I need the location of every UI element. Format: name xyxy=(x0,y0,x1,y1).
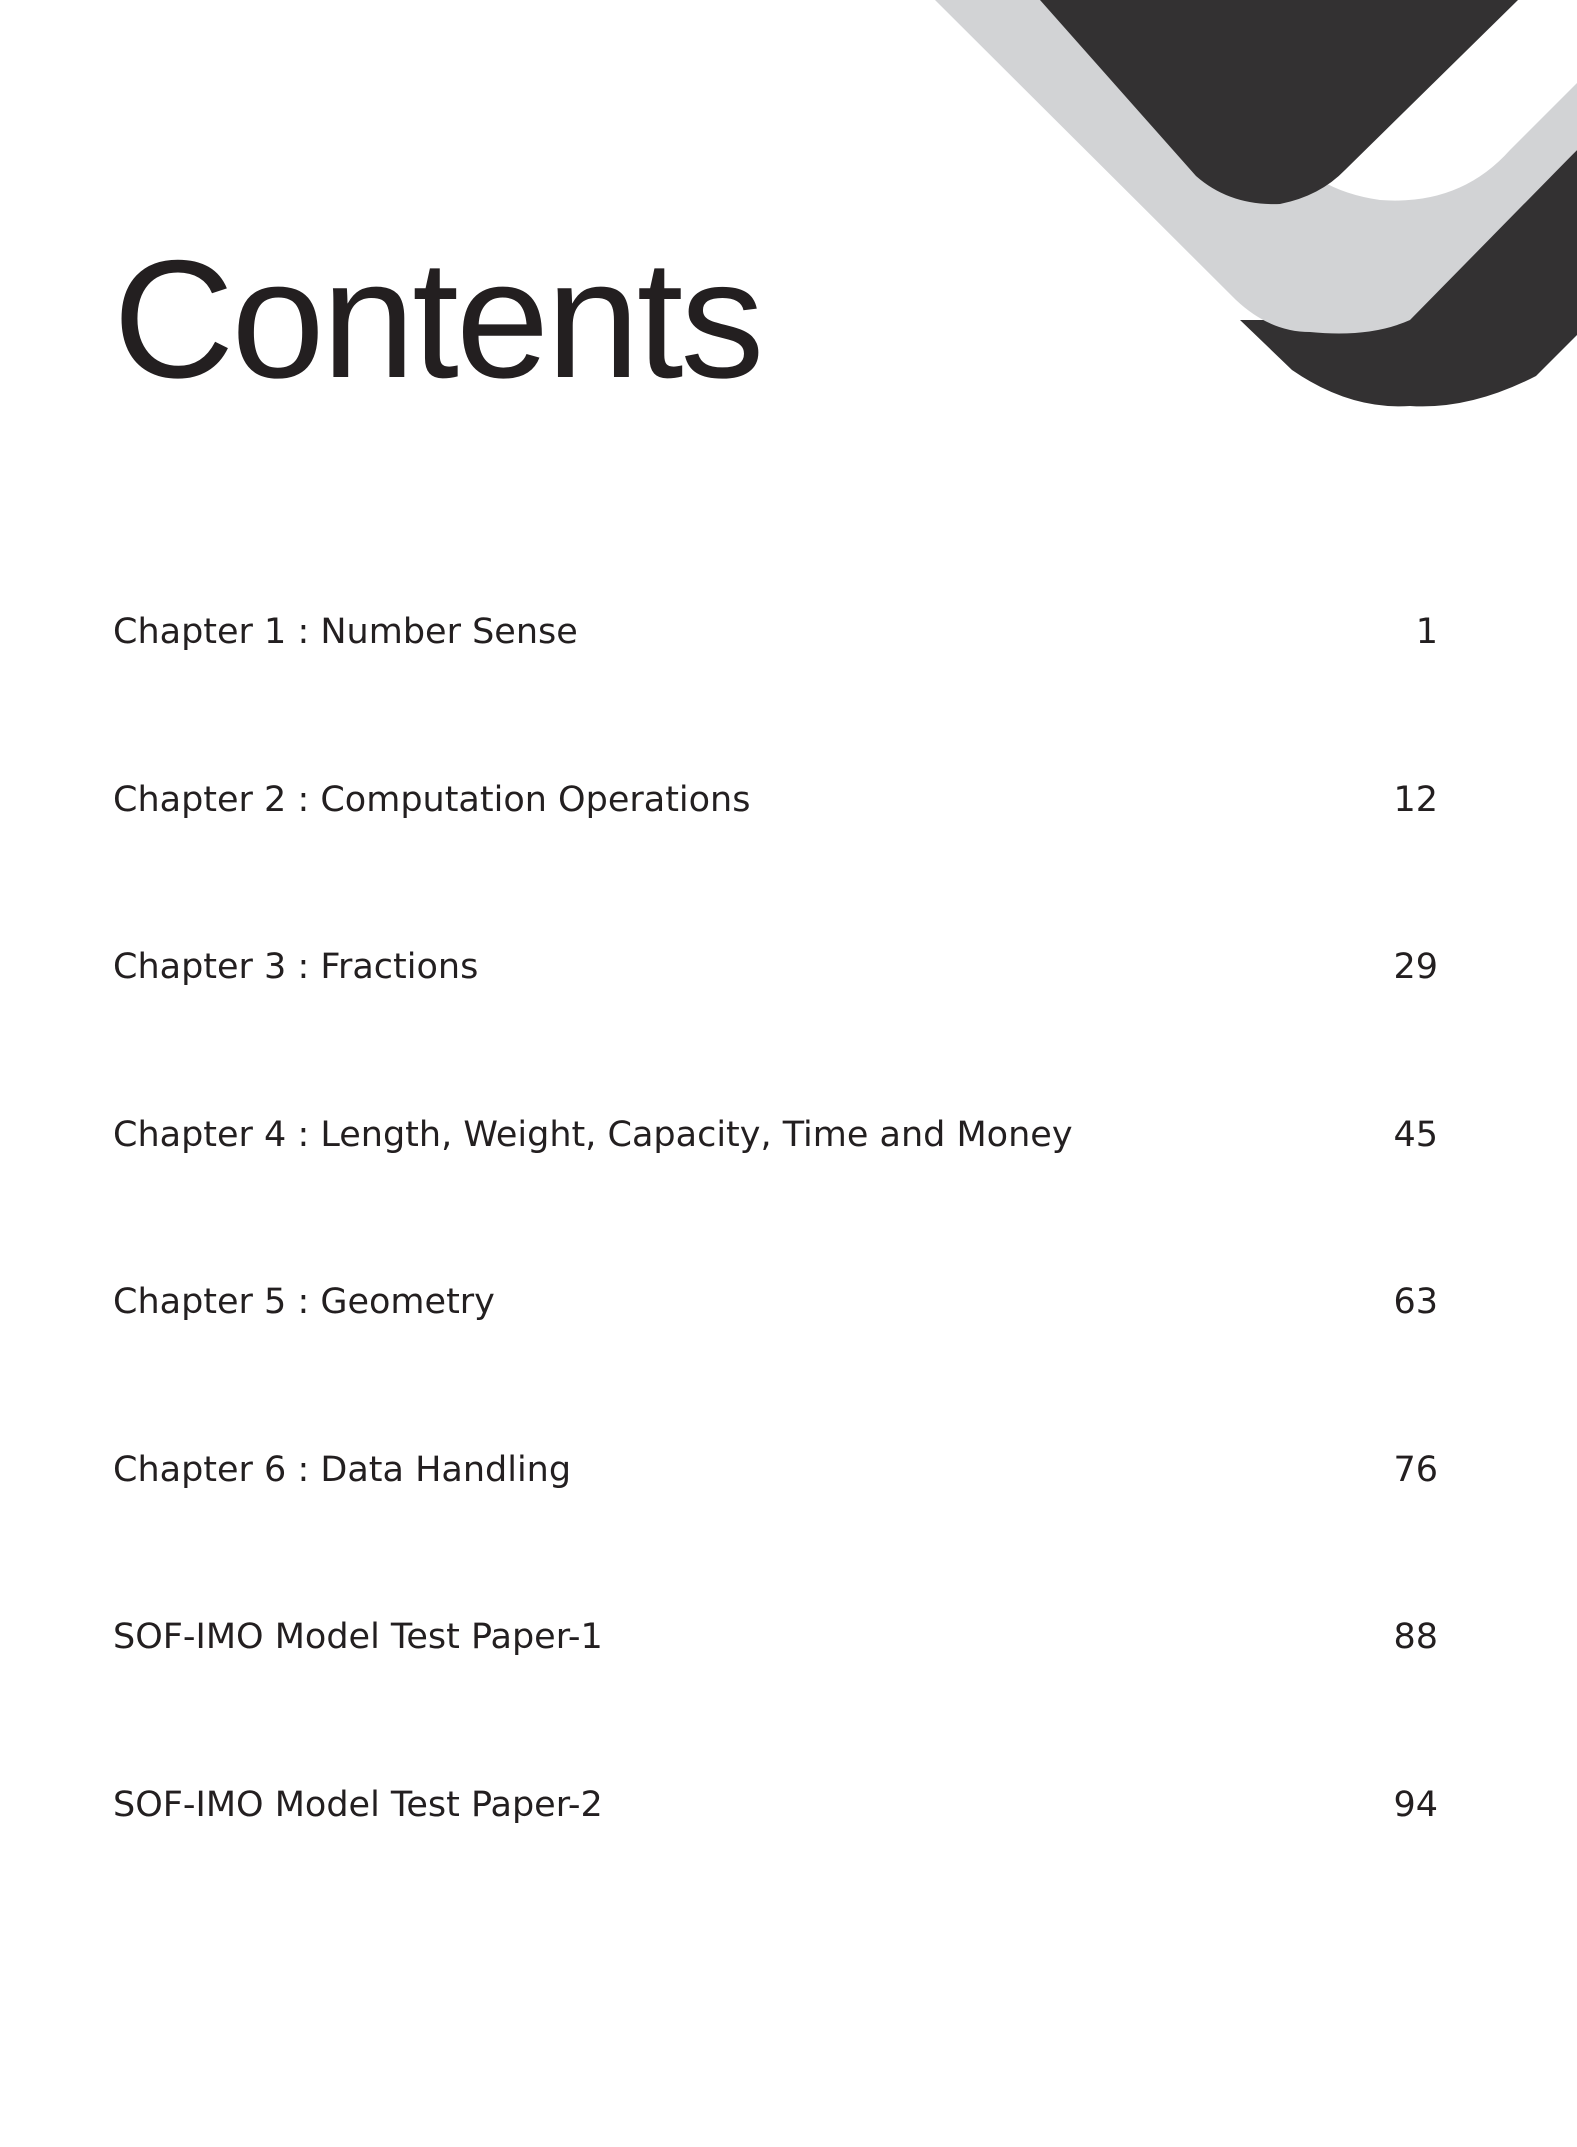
page-title: Contents xyxy=(113,225,762,413)
toc-entry-title: Chapter 1 : Number Sense xyxy=(113,612,578,652)
toc-entry[interactable] xyxy=(113,1105,1438,1165)
toc-entry[interactable] xyxy=(113,937,1438,997)
toc-entry-page-number: 94 xyxy=(1393,1785,1438,1825)
toc-entry-page-number: 63 xyxy=(1393,1282,1438,1322)
toc-entry-page-number: 29 xyxy=(1393,947,1438,987)
toc-entry-title: SOF-IMO Model Test Paper-1 xyxy=(113,1617,603,1657)
toc-entry-title: Chapter 4 : Length, Weight, Capacity, Time and Money xyxy=(113,1115,1073,1155)
toc-entry-page-number: 76 xyxy=(1393,1450,1438,1490)
toc-entry[interactable] xyxy=(113,1775,1438,1835)
toc-entry-title: Chapter 6 : Data Handling xyxy=(113,1450,572,1490)
toc-entry-title: Chapter 3 : Fractions xyxy=(113,947,479,987)
toc-entry[interactable] xyxy=(113,770,1438,830)
toc-entry-page-number: 1 xyxy=(1415,612,1438,652)
toc-entry-title: Chapter 2 : Computation Operations xyxy=(113,780,751,820)
toc-entry-page-number: 12 xyxy=(1393,780,1438,820)
toc-entry[interactable] xyxy=(113,602,1438,662)
toc-entry[interactable] xyxy=(113,1607,1438,1667)
toc-entry-title: Chapter 5 : Geometry xyxy=(113,1282,495,1322)
toc-entry-title: SOF-IMO Model Test Paper-2 xyxy=(113,1785,603,1825)
toc-entry-page-number: 45 xyxy=(1393,1115,1438,1155)
toc-entry-page-number: 88 xyxy=(1393,1617,1438,1657)
toc-entry[interactable] xyxy=(113,1440,1438,1500)
toc-entry[interactable] xyxy=(113,1272,1438,1332)
